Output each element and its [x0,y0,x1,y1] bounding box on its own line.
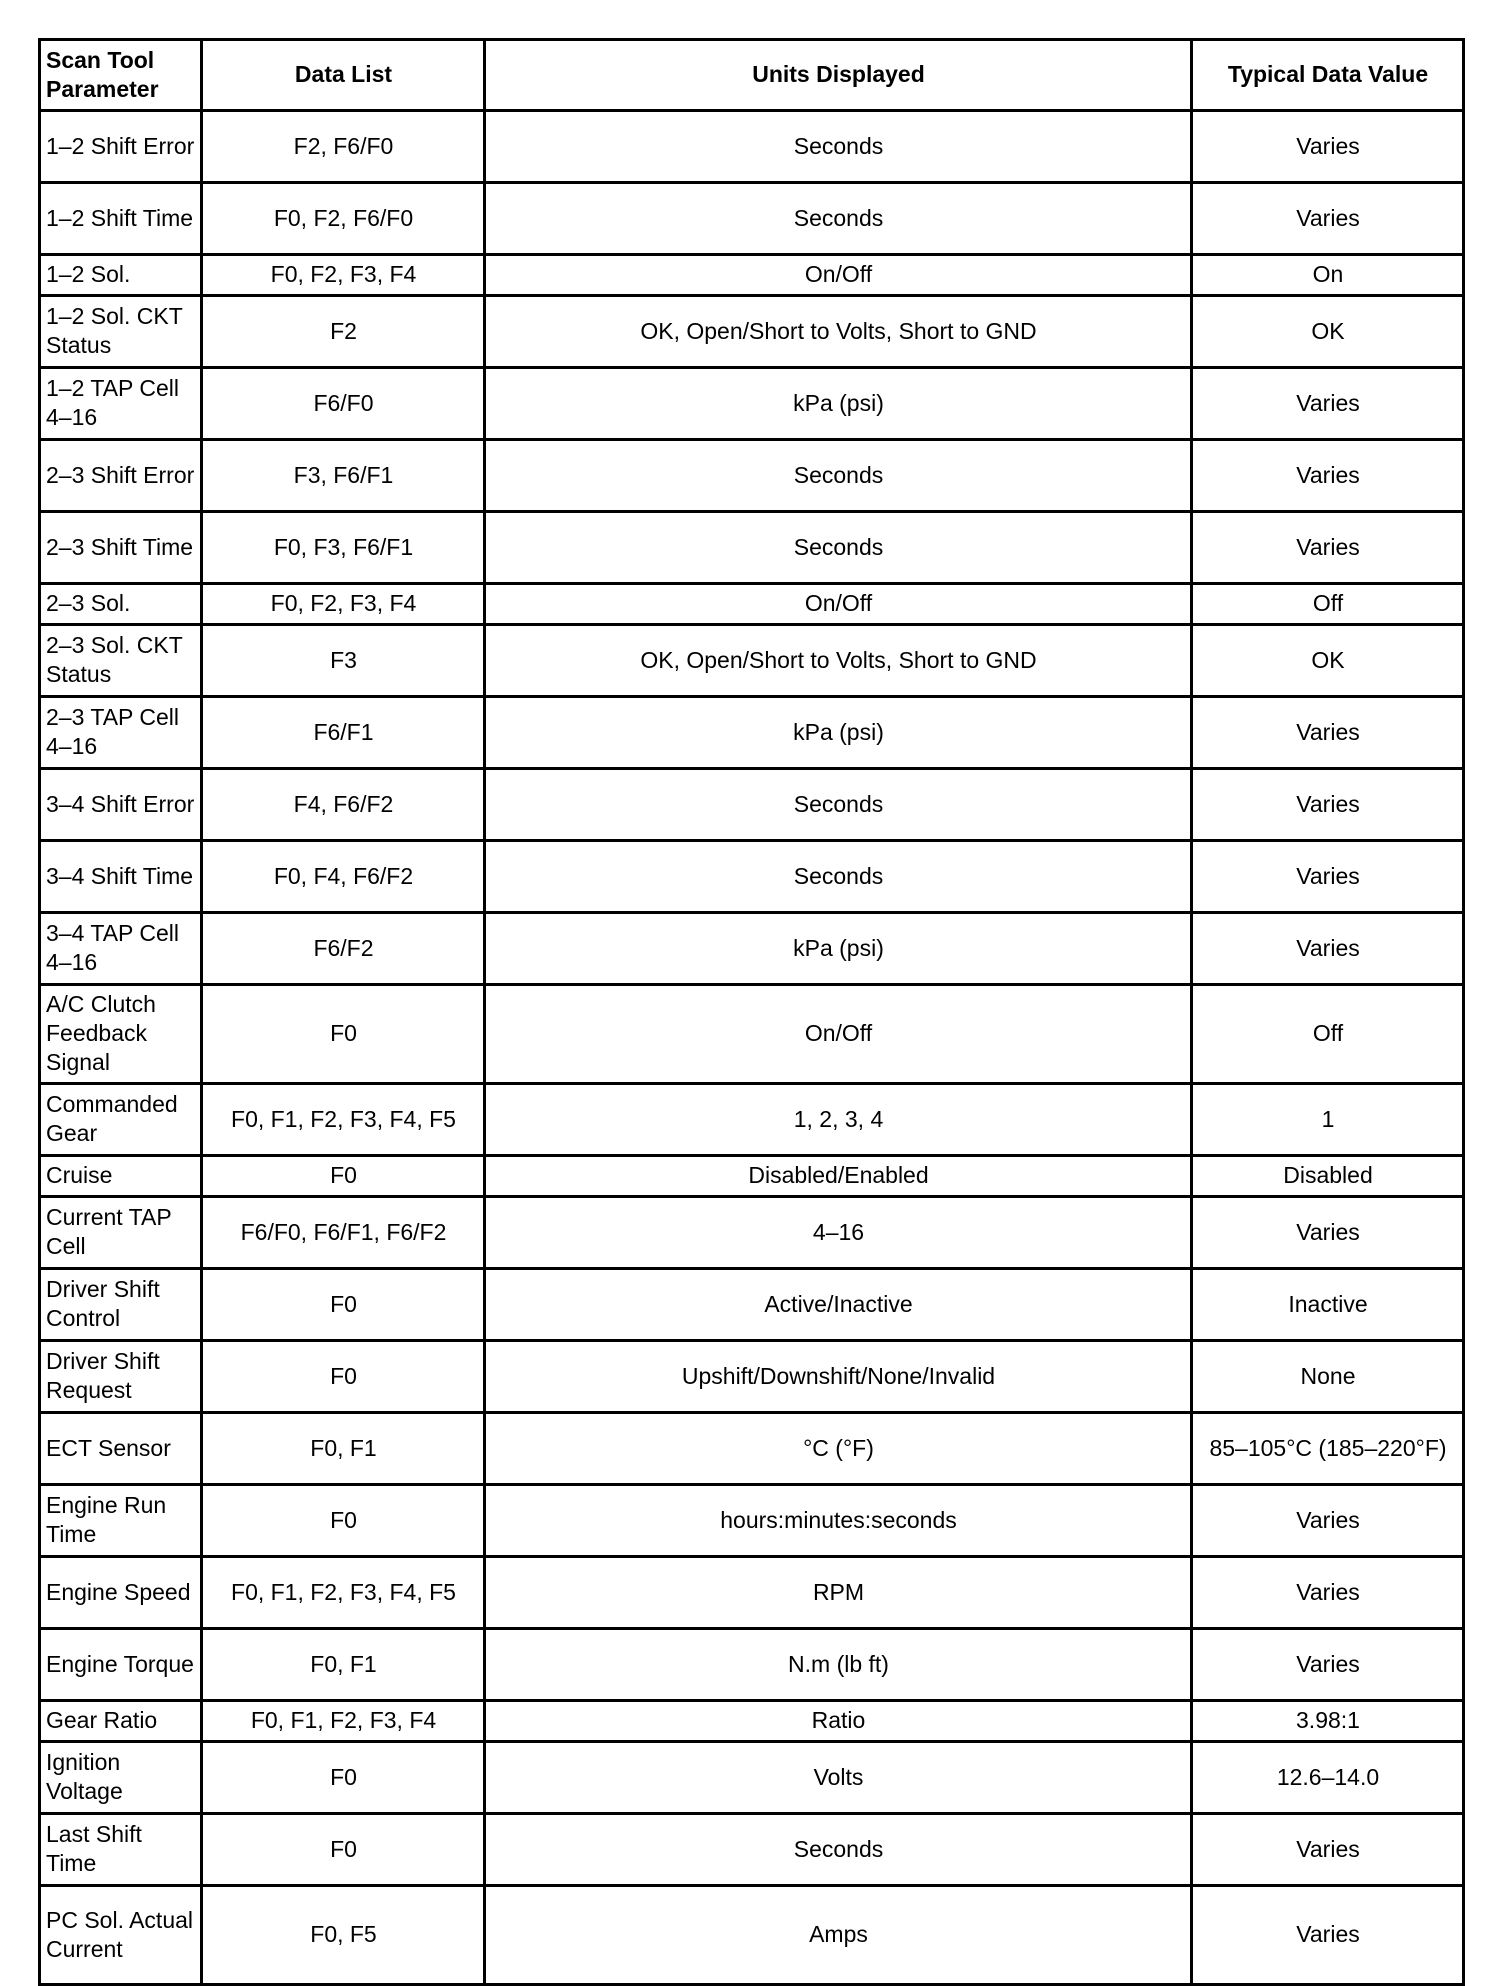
cell-typical: Varies [1192,1197,1464,1269]
cell-typical: Off [1192,985,1464,1084]
cell-data-list: F0 [202,1485,485,1557]
cell-typical: 3.98:1 [1192,1701,1464,1742]
cell-parameter: Driver Shift Control [40,1269,202,1341]
table-row [40,440,1464,512]
cell-data-list: F2 [202,296,485,368]
cell-typical: Varies [1192,769,1464,841]
cell-parameter: 2–3 Sol. CKT Status [40,625,202,697]
cell-typical: OK [1192,296,1464,368]
table-row [40,697,1464,769]
cell-typical: None [1192,1341,1464,1413]
header-typical-value: Typical Data Value [1192,40,1464,111]
cell-parameter: 1–2 Shift Error [40,111,202,183]
cell-parameter: 2–3 TAP Cell 4–16 [40,697,202,769]
table-row [40,368,1464,440]
cell-units: OK, Open/Short to Volts, Short to GND [485,625,1192,697]
cell-data-list: F0, F4, F6/F2 [202,841,485,913]
table-row [40,1886,1464,1985]
table-row [40,296,1464,368]
cell-typical: Disabled [1192,1156,1464,1197]
table-row [40,1557,1464,1629]
cell-data-list: F0 [202,1814,485,1886]
table-row [40,1156,1464,1197]
table-row [40,985,1464,1084]
cell-typical: 12.6–14.0 [1192,1742,1464,1814]
cell-typical: Varies [1192,1886,1464,1985]
table-row [40,1742,1464,1814]
cell-units: kPa (psi) [485,368,1192,440]
cell-data-list: F0, F2, F3, F4 [202,255,485,296]
cell-parameter: 1–2 Sol. CKT Status [40,296,202,368]
cell-parameter: 2–3 Sol. [40,584,202,625]
table-row [40,1629,1464,1701]
table-row [40,1197,1464,1269]
cell-parameter: Ignition Voltage [40,1742,202,1814]
cell-parameter: 1–2 Sol. [40,255,202,296]
cell-data-list: F0, F3, F6/F1 [202,512,485,584]
cell-data-list: F0 [202,1269,485,1341]
cell-parameter: 1–2 Shift Time [40,183,202,255]
table-row [40,625,1464,697]
cell-parameter: 2–3 Shift Error [40,440,202,512]
cell-parameter: Engine Run Time [40,1485,202,1557]
cell-units: N.m (lb ft) [485,1629,1192,1701]
cell-data-list: F0, F1, F2, F3, F4, F5 [202,1557,485,1629]
cell-parameter: Last Shift Time [40,1814,202,1886]
cell-parameter: 2–3 Shift Time [40,512,202,584]
cell-units: Seconds [485,512,1192,584]
table-row [40,1341,1464,1413]
table-row [40,111,1464,183]
table-row [40,841,1464,913]
cell-units: On/Off [485,985,1192,1084]
table-row [40,1413,1464,1485]
cell-parameter: Commanded Gear [40,1084,202,1156]
header-row [40,40,1464,111]
cell-units: Seconds [485,111,1192,183]
cell-parameter: Gear Ratio [40,1701,202,1742]
cell-parameter: ECT Sensor [40,1413,202,1485]
cell-units: kPa (psi) [485,697,1192,769]
cell-typical: Varies [1192,512,1464,584]
cell-parameter: Cruise [40,1156,202,1197]
cell-data-list: F6/F0, F6/F1, F6/F2 [202,1197,485,1269]
cell-typical: Varies [1192,1485,1464,1557]
cell-typical: Varies [1192,183,1464,255]
cell-parameter: 3–4 Shift Time [40,841,202,913]
cell-parameter: Driver Shift Request [40,1341,202,1413]
scan-tool-data-table [38,38,1465,1986]
table-row [40,584,1464,625]
cell-typical: Varies [1192,913,1464,985]
table-row [40,769,1464,841]
table-row [40,1701,1464,1742]
cell-data-list: F6/F2 [202,913,485,985]
cell-data-list: F3, F6/F1 [202,440,485,512]
cell-typical: Varies [1192,1629,1464,1701]
cell-units: Seconds [485,769,1192,841]
cell-typical: Varies [1192,368,1464,440]
cell-typical: 1 [1192,1084,1464,1156]
cell-typical: Inactive [1192,1269,1464,1341]
cell-data-list: F0, F5 [202,1886,485,1985]
cell-units: Disabled/Enabled [485,1156,1192,1197]
cell-units: Ratio [485,1701,1192,1742]
cell-units: Seconds [485,841,1192,913]
cell-parameter: A/C Clutch Feedback Signal [40,985,202,1084]
cell-data-list: F6/F1 [202,697,485,769]
cell-data-list: F0, F1 [202,1629,485,1701]
table-row [40,1485,1464,1557]
cell-data-list: F0 [202,1156,485,1197]
cell-units: Seconds [485,1814,1192,1886]
cell-units: Seconds [485,440,1192,512]
cell-typical: OK [1192,625,1464,697]
cell-units: Volts [485,1742,1192,1814]
cell-typical: Varies [1192,1557,1464,1629]
cell-units: On/Off [485,584,1192,625]
cell-data-list: F0, F1 [202,1413,485,1485]
cell-parameter: 3–4 TAP Cell 4–16 [40,913,202,985]
cell-data-list: F6/F0 [202,368,485,440]
cell-units: hours:minutes:seconds [485,1485,1192,1557]
cell-data-list: F0, F2, F3, F4 [202,584,485,625]
cell-parameter: Current TAP Cell [40,1197,202,1269]
cell-data-list: F0, F1, F2, F3, F4, F5 [202,1084,485,1156]
cell-typical: Varies [1192,841,1464,913]
cell-units: On/Off [485,255,1192,296]
cell-units: °C (°F) [485,1413,1192,1485]
table-row [40,1814,1464,1886]
header-units: Units Displayed [485,40,1192,111]
table-row [40,512,1464,584]
cell-units: Amps [485,1886,1192,1985]
cell-typical: Off [1192,584,1464,625]
table-row [40,255,1464,296]
cell-data-list: F2, F6/F0 [202,111,485,183]
header-data-list: Data List [202,40,485,111]
cell-data-list: F0 [202,1341,485,1413]
cell-typical: Varies [1192,697,1464,769]
cell-typical: On [1192,255,1464,296]
cell-units: RPM [485,1557,1192,1629]
cell-units: 1, 2, 3, 4 [485,1084,1192,1156]
cell-data-list: F0, F1, F2, F3, F4 [202,1701,485,1742]
cell-parameter: Engine Torque [40,1629,202,1701]
cell-units: 4–16 [485,1197,1192,1269]
cell-units: Active/Inactive [485,1269,1192,1341]
table-row [40,183,1464,255]
cell-data-list: F4, F6/F2 [202,769,485,841]
cell-typical: Varies [1192,1814,1464,1886]
cell-typical: 85–105°C (185–220°F) [1192,1413,1464,1485]
cell-parameter: 3–4 Shift Error [40,769,202,841]
cell-data-list: F0, F2, F6/F0 [202,183,485,255]
cell-data-list: F3 [202,625,485,697]
cell-parameter: PC Sol. Actual Current [40,1886,202,1985]
cell-units: Seconds [485,183,1192,255]
cell-units: Upshift/Downshift/None/Invalid [485,1341,1192,1413]
cell-typical: Varies [1192,440,1464,512]
table-row [40,1084,1464,1156]
cell-units: OK, Open/Short to Volts, Short to GND [485,296,1192,368]
cell-typical: Varies [1192,111,1464,183]
table-row [40,1269,1464,1341]
cell-parameter: Engine Speed [40,1557,202,1629]
cell-data-list: F0 [202,985,485,1084]
cell-units: kPa (psi) [485,913,1192,985]
cell-parameter: 1–2 TAP Cell 4–16 [40,368,202,440]
header-parameter: Scan Tool Parameter [40,40,202,111]
table-row [40,913,1464,985]
cell-data-list: F0 [202,1742,485,1814]
